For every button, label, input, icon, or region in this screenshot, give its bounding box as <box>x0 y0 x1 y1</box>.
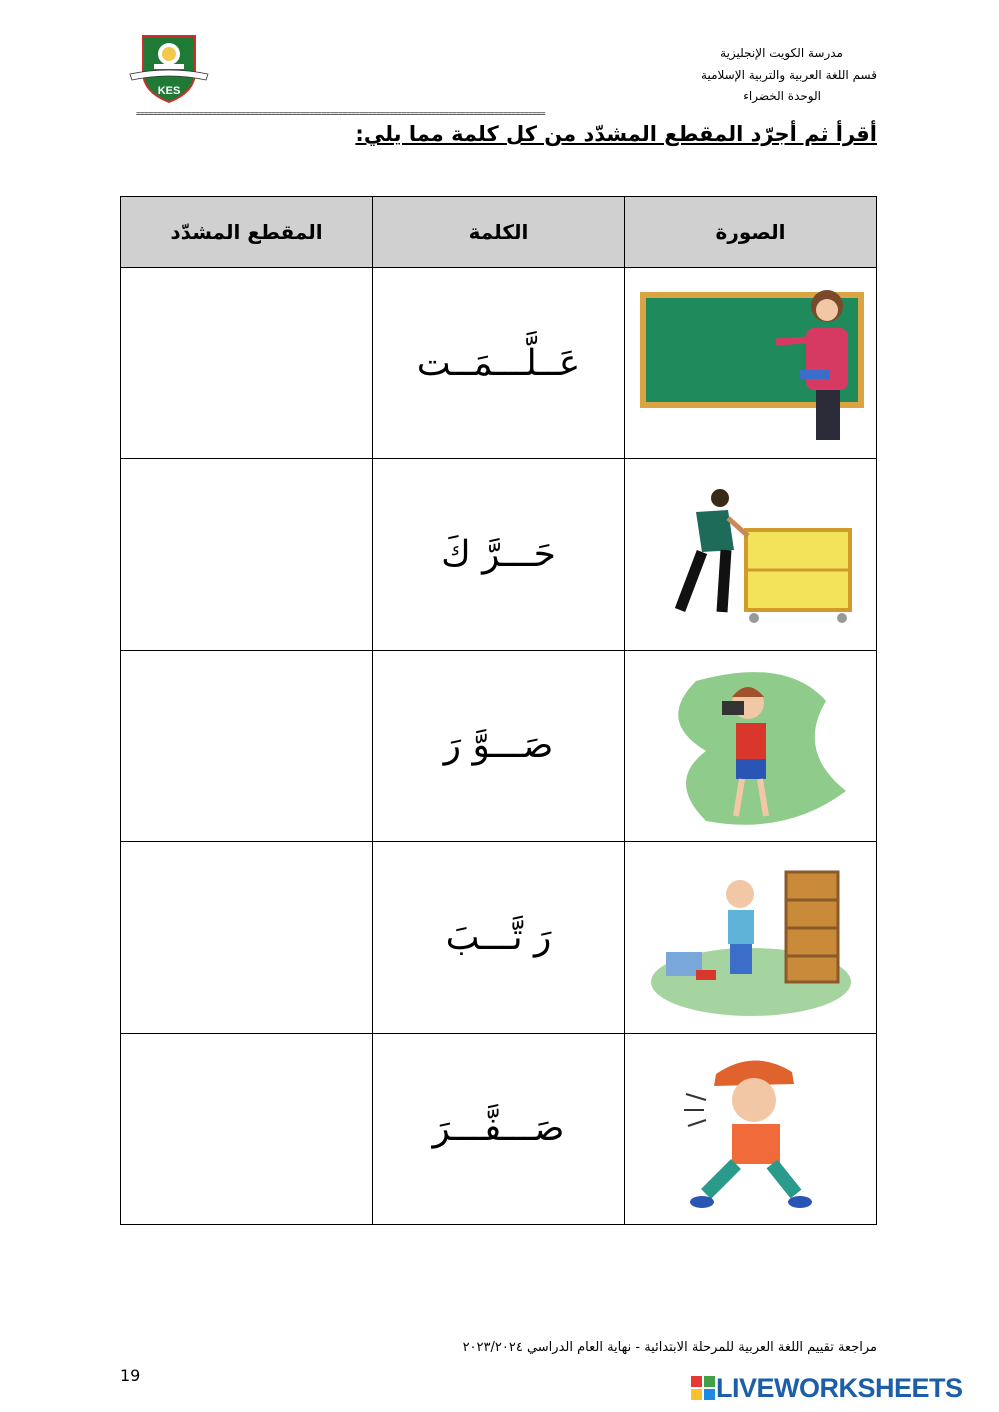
answer-cell[interactable] <box>121 842 373 1033</box>
unit-name: الوحدة الخضراء <box>743 89 821 103</box>
table-row <box>121 1033 877 1224</box>
boy-whistle-icon <box>636 1044 866 1214</box>
liveworksheets-logo-icon <box>690 1375 716 1401</box>
table-row <box>121 650 877 841</box>
word-cell <box>373 842 625 1033</box>
image-cell <box>625 1033 877 1224</box>
exercise-table <box>120 196 877 1225</box>
answer-cell[interactable] <box>121 1033 373 1224</box>
header-separator: ================================================================================================= <box>136 109 545 118</box>
image-cell <box>625 268 877 459</box>
word-text: صَـــفَّـــرَ <box>432 1108 565 1150</box>
teacher-chalkboard-icon <box>636 278 866 448</box>
liveworksheets-brand[interactable] <box>690 1372 963 1404</box>
school-logo <box>128 30 210 106</box>
word-cell <box>373 268 625 459</box>
footer-text: مراجعة تقييم اللغة العربية للمرحلة الابتدائية - نهاية العام الدراسي ٢٠٢٣/٢٠٢٤ <box>462 1340 877 1355</box>
answer-cell[interactable] <box>121 459 373 650</box>
word-cell <box>373 650 625 841</box>
image-cell <box>625 459 877 650</box>
header-syllable: المقطع المشدّد <box>121 197 373 268</box>
image-cell <box>625 650 877 841</box>
page-number: 19 <box>120 1366 141 1385</box>
answer-cell[interactable] <box>121 650 373 841</box>
word-cell <box>373 459 625 650</box>
word-text: صَـــوَّ رَ <box>443 725 554 767</box>
brand-name: LIVEWORKSHEETS <box>716 1372 963 1403</box>
word-text: حَـــرَّ كَ <box>441 534 556 576</box>
word-cell <box>373 1033 625 1224</box>
table-row <box>121 459 877 650</box>
department-name: قسم اللغة العربية والتربية الإسلامية <box>701 68 877 82</box>
man-pushing-cart-icon <box>636 470 866 640</box>
word-text: رَ تَّـــبَ <box>445 916 552 958</box>
answer-cell[interactable] <box>121 268 373 459</box>
instruction-heading: أقرأ ثم أجرّد المقطع المشدّد من كل كلمة مما يلي: <box>355 122 877 146</box>
table-header-row <box>121 197 877 268</box>
header-word: الكلمة <box>373 197 625 268</box>
svg-text:KES: KES <box>157 85 181 97</box>
boy-bookshelf-icon <box>636 852 866 1022</box>
image-cell <box>625 842 877 1033</box>
header-image: الصورة <box>625 197 877 268</box>
table-row <box>121 268 877 459</box>
boy-camera-icon <box>636 661 866 831</box>
word-text: عَــلَّـــمَــت <box>416 342 581 384</box>
school-name: مدرسة الكويت الإنجليزية <box>720 46 843 60</box>
table-row <box>121 842 877 1033</box>
